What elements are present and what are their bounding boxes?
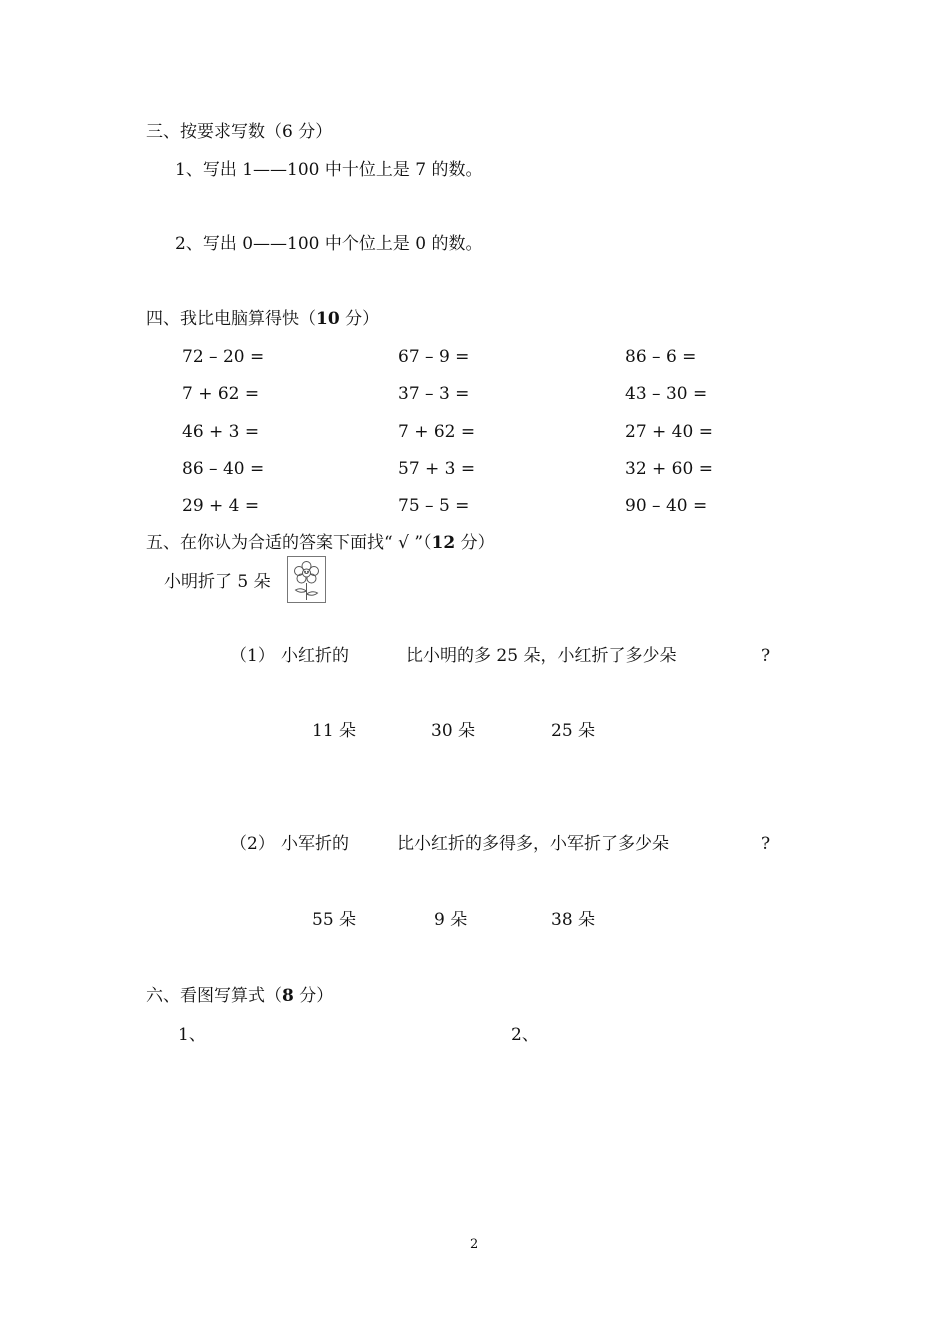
equation: 90 – 40 = [625, 496, 708, 516]
section3-heading-post: 分） [292, 122, 333, 142]
problem-2-number: （2） [230, 834, 275, 854]
equation: 29 + 4 = [182, 496, 260, 516]
section3-question-1: 1、写出 1——100 中十位上是 7 的数。 [175, 160, 483, 180]
section4-heading-pre: 四、我比电脑算得快（ [146, 309, 316, 329]
section3-question-2: 2、写出 0——100 中个位上是 0 的数。 [175, 234, 483, 254]
equation: 27 + 40 = [625, 422, 713, 442]
page-number: 2 [470, 1237, 479, 1252]
equation: 57 + 3 = [398, 459, 476, 479]
equation: 37 – 3 = [398, 384, 470, 404]
equation: 75 – 5 = [398, 496, 470, 516]
section6-heading-post: 分） [293, 986, 334, 1006]
section4-points: 10 [316, 309, 340, 329]
problem-2-text-b: 比小红折的多得多，小军折了多少朵 [397, 834, 669, 854]
problem-2-question-mark: ? [761, 834, 771, 854]
equation: 7 + 62 = [182, 384, 260, 404]
flower-icon [288, 557, 325, 602]
equation: 7 + 62 = [398, 422, 476, 442]
section3-points: 6 [282, 122, 293, 142]
section5-intro: 小明折了 5 朵 [164, 572, 271, 592]
section5-heading [146, 532, 495, 554]
problem-2-text-a: 小军折的 [281, 834, 349, 854]
section5-heading-pre: 五、在你认为合适的答案下面找“ √ ”（ [146, 533, 432, 553]
section3-heading [146, 121, 332, 143]
answer-option[interactable]: 38 朵 [551, 910, 596, 930]
answer-option[interactable]: 55 朵 [312, 910, 357, 930]
section3-heading-pre: 三、按要求写数（ [146, 122, 282, 142]
section6-points: 8 [282, 986, 294, 1006]
section6-heading-pre: 六、看图写算式（ [146, 986, 282, 1006]
equation: 86 – 6 = [625, 347, 697, 367]
equation: 32 + 60 = [625, 459, 713, 479]
answer-option[interactable]: 11 朵 [312, 721, 357, 741]
section5-heading-post: 分） [455, 533, 495, 553]
equation: 86 – 40 = [182, 459, 265, 479]
problem-1-question-mark: ? [761, 646, 771, 666]
equation: 43 – 30 = [625, 384, 708, 404]
equation: 67 – 9 = [398, 347, 470, 367]
section6-item-2: 2、 [511, 1025, 539, 1045]
problem-1-number: （1） [230, 646, 275, 666]
section5-points: 12 [431, 533, 456, 553]
equation: 72 – 20 = [182, 347, 265, 367]
problem-1-text-a: 小红折的 [281, 646, 349, 666]
flower-picture [287, 556, 326, 603]
problem-1-text-b: 比小明的多 25 朵，小红折了多少朵 [406, 646, 677, 666]
answer-option[interactable]: 25 朵 [551, 721, 596, 741]
section6-heading [146, 985, 333, 1007]
section4-heading [146, 308, 379, 330]
section4-heading-post: 分） [339, 309, 380, 329]
answer-option[interactable]: 30 朵 [431, 721, 476, 741]
answer-option[interactable]: 9 朵 [434, 910, 468, 930]
equation: 46 + 3 = [182, 422, 260, 442]
section6-item-1: 1、 [178, 1025, 206, 1045]
